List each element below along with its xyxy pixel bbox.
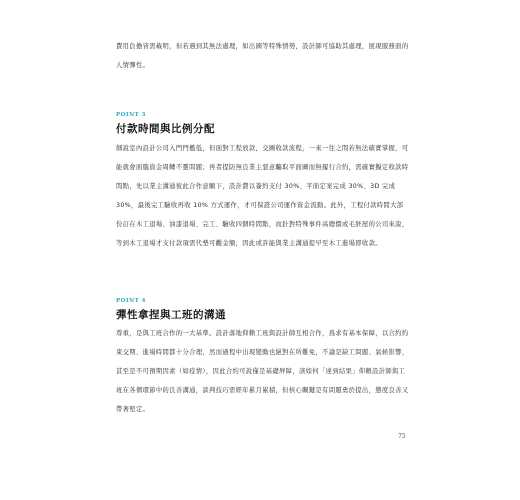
page-number: 75 — [398, 433, 406, 440]
intro-paragraph: 費用負擔皆需載明，但若遇到其無法處理，如出國等特殊情勢，設計師可協助其處理，展現服務面的人情彈性。 — [116, 43, 409, 69]
section-4-heading: 彈性拿捏與工班的溝通 — [116, 309, 226, 321]
section-4-body: 尊重，是與工班合作的一大基準。設計落地仰賴工班與設計師互相合作，爲求有基本保障，以合約約束交期、進場時間都十分合理，然而過程中出現變動也絕對在所難免，不論是缺工問題、氣候影響，甚至是不可預期因素（如疫情），因此合約可說僅是基礎屏障，該如何「達到結果」仰賴設計師與工班在各個環節中的良善溝通，談判技巧需經年累月累積，但核心關鍵是有問題勇於提出，態度良善又帶著堅定。 — [116, 330, 409, 413]
section-3-heading: 付款時間與比例分配 — [116, 123, 215, 135]
section-3-body: 細說室內設計公司入門門檻低，但面對工程放款，交圖收款流程，一來一往之間若無法確實掌握，可能就會面臨資金周轉不靈問題；再者提防無良業主惡意騙取平面圖而無履行合約，需確實擬定收款時間點，先以業主溝通彼此合作意願下，設計費以簽約支付 30%、平面定案完成 30%、3D 完成 30%，最後完工驗收再收 10% 方式運作，才可保證公司運作資金流動。此外，工程付款時間大部份訂在木工退場、油漆退場、完工、驗收四個時間點，而針對特殊事件高總價或毛胚屋的公司來說，等到木工退場才支付款項需代墊可觀金額，因此或許能與業主溝通提早至木工進場即收款。 — [116, 145, 409, 247]
section-3-point-label: POINT 3 — [116, 112, 147, 118]
section-4-point-label: POINT 4 — [116, 298, 147, 304]
